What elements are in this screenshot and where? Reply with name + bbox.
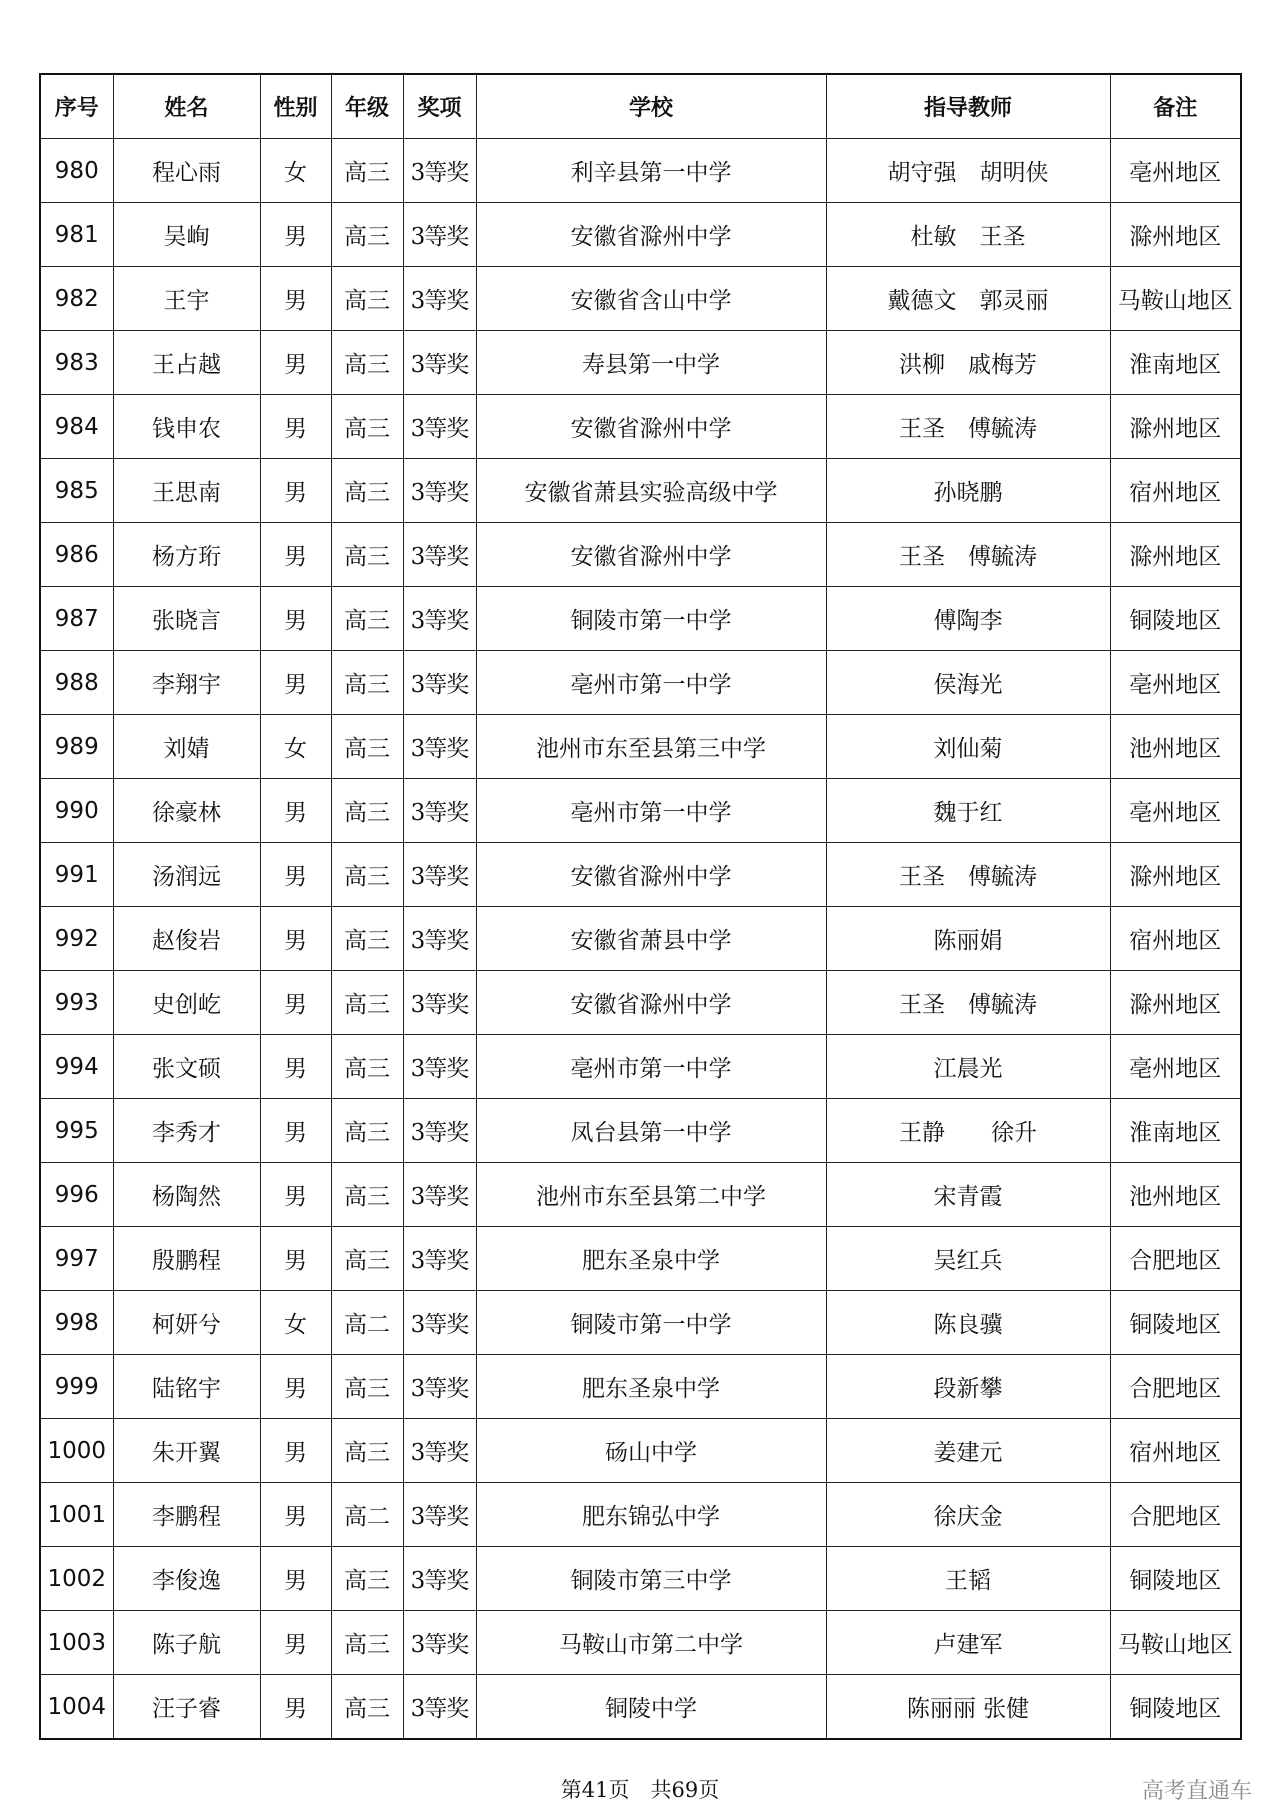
cell-advisor: 陈丽丽 张健 xyxy=(826,1675,1110,1740)
cell-gender: 男 xyxy=(260,1099,331,1163)
cell-school: 肥东锦弘中学 xyxy=(476,1483,826,1547)
cell-remark: 滁州地区 xyxy=(1110,395,1241,459)
cell-advisor: 陈丽娟 xyxy=(826,907,1110,971)
cell-school: 安徽省含山中学 xyxy=(476,267,826,331)
table-row xyxy=(40,843,1241,907)
cell-gender: 男 xyxy=(260,331,331,395)
cell-advisor: 段新攀 xyxy=(826,1355,1110,1419)
cell-name: 杨方珩 xyxy=(113,523,260,587)
cell-remark: 滁州地区 xyxy=(1110,203,1241,267)
cell-remark: 池州地区 xyxy=(1110,1163,1241,1227)
cell-gender: 男 xyxy=(260,1611,331,1675)
cell-advisor: 杜敏 王圣 xyxy=(826,203,1110,267)
table-row xyxy=(40,1163,1241,1227)
table-row xyxy=(40,1227,1241,1291)
cell-school: 肥东圣泉中学 xyxy=(476,1227,826,1291)
cell-award: 3等奖 xyxy=(403,395,476,459)
cell-remark: 铜陵地区 xyxy=(1110,1291,1241,1355)
cell-award: 3等奖 xyxy=(403,203,476,267)
cell-name: 陆铭宇 xyxy=(113,1355,260,1419)
table-row xyxy=(40,1035,1241,1099)
cell-remark: 淮南地区 xyxy=(1110,331,1241,395)
cell-school: 亳州市第一中学 xyxy=(476,651,826,715)
watermark: 高考直通车 xyxy=(1141,1779,1252,1804)
cell-serial-no: 992 xyxy=(40,907,113,971)
table-row xyxy=(40,1483,1241,1547)
cell-remark: 合肥地区 xyxy=(1110,1227,1241,1291)
cell-name: 史创屹 xyxy=(113,971,260,1035)
cell-award: 3等奖 xyxy=(403,1163,476,1227)
table-row xyxy=(40,1099,1241,1163)
cell-remark: 马鞍山地区 xyxy=(1110,1611,1241,1675)
cell-advisor: 江晨光 xyxy=(826,1035,1110,1099)
table-row xyxy=(40,907,1241,971)
cell-remark: 滁州地区 xyxy=(1110,523,1241,587)
cell-name: 王占越 xyxy=(113,331,260,395)
cell-remark: 亳州地区 xyxy=(1110,651,1241,715)
cell-grade: 高三 xyxy=(331,587,403,651)
cell-name: 程心雨 xyxy=(113,139,260,203)
cell-grade: 高三 xyxy=(331,331,403,395)
cell-award: 3等奖 xyxy=(403,843,476,907)
cell-remark: 淮南地区 xyxy=(1110,1099,1241,1163)
cell-serial-no: 989 xyxy=(40,715,113,779)
cell-serial-no: 980 xyxy=(40,139,113,203)
table-row xyxy=(40,1547,1241,1611)
cell-school: 安徽省萧县实验高级中学 xyxy=(476,459,826,523)
cell-serial-no: 990 xyxy=(40,779,113,843)
table-body xyxy=(40,139,1241,1740)
cell-gender: 男 xyxy=(260,1483,331,1547)
cell-school: 利辛县第一中学 xyxy=(476,139,826,203)
cell-school: 铜陵市第一中学 xyxy=(476,587,826,651)
cell-advisor: 王圣 傅毓涛 xyxy=(826,523,1110,587)
cell-name: 汤润远 xyxy=(113,843,260,907)
cell-name: 刘婧 xyxy=(113,715,260,779)
cell-name: 李秀才 xyxy=(113,1099,260,1163)
table-row xyxy=(40,1611,1241,1675)
cell-gender: 男 xyxy=(260,651,331,715)
cell-name: 钱申农 xyxy=(113,395,260,459)
cell-gender: 男 xyxy=(260,971,331,1035)
cell-gender: 男 xyxy=(260,1547,331,1611)
cell-advisor: 宋青霞 xyxy=(826,1163,1110,1227)
column-header-gender: 性别 xyxy=(260,74,331,139)
table-row xyxy=(40,523,1241,587)
cell-serial-no: 993 xyxy=(40,971,113,1035)
cell-award: 3等奖 xyxy=(403,267,476,331)
cell-award: 3等奖 xyxy=(403,1035,476,1099)
cell-grade: 高三 xyxy=(331,1611,403,1675)
cell-advisor: 洪柳 戚梅芳 xyxy=(826,331,1110,395)
column-header-school: 学校 xyxy=(476,74,826,139)
cell-school: 安徽省滁州中学 xyxy=(476,843,826,907)
award-table xyxy=(39,73,1242,1740)
cell-remark: 滁州地区 xyxy=(1110,843,1241,907)
cell-advisor: 孙晓鹏 xyxy=(826,459,1110,523)
cell-school: 安徽省萧县中学 xyxy=(476,907,826,971)
cell-award: 3等奖 xyxy=(403,1227,476,1291)
cell-name: 王宇 xyxy=(113,267,260,331)
column-header-name: 姓名 xyxy=(113,74,260,139)
table-row xyxy=(40,267,1241,331)
cell-remark: 宿州地区 xyxy=(1110,1419,1241,1483)
cell-award: 3等奖 xyxy=(403,1099,476,1163)
cell-gender: 男 xyxy=(260,523,331,587)
cell-serial-no: 1004 xyxy=(40,1675,113,1740)
cell-gender: 女 xyxy=(260,715,331,779)
cell-grade: 高三 xyxy=(331,459,403,523)
cell-school: 安徽省滁州中学 xyxy=(476,395,826,459)
cell-name: 王思南 xyxy=(113,459,260,523)
cell-school: 池州市东至县第三中学 xyxy=(476,715,826,779)
cell-advisor: 王圣 傅毓涛 xyxy=(826,971,1110,1035)
table-row xyxy=(40,1291,1241,1355)
cell-serial-no: 1003 xyxy=(40,1611,113,1675)
cell-advisor: 傅陶李 xyxy=(826,587,1110,651)
cell-school: 砀山中学 xyxy=(476,1419,826,1483)
cell-serial-no: 994 xyxy=(40,1035,113,1099)
cell-grade: 高三 xyxy=(331,1419,403,1483)
cell-name: 朱开翼 xyxy=(113,1419,260,1483)
cell-serial-no: 984 xyxy=(40,395,113,459)
cell-serial-no: 988 xyxy=(40,651,113,715)
cell-name: 陈子航 xyxy=(113,1611,260,1675)
cell-award: 3等奖 xyxy=(403,1419,476,1483)
cell-award: 3等奖 xyxy=(403,1355,476,1419)
cell-serial-no: 986 xyxy=(40,523,113,587)
cell-school: 安徽省滁州中学 xyxy=(476,203,826,267)
table-row xyxy=(40,459,1241,523)
cell-remark: 池州地区 xyxy=(1110,715,1241,779)
cell-grade: 高三 xyxy=(331,651,403,715)
cell-name: 殷鹏程 xyxy=(113,1227,260,1291)
cell-remark: 合肥地区 xyxy=(1110,1355,1241,1419)
cell-school: 安徽省滁州中学 xyxy=(476,971,826,1035)
cell-grade: 高三 xyxy=(331,715,403,779)
cell-award: 3等奖 xyxy=(403,715,476,779)
table-header-row xyxy=(40,74,1241,139)
cell-remark: 铜陵地区 xyxy=(1110,587,1241,651)
cell-gender: 男 xyxy=(260,1035,331,1099)
cell-award: 3等奖 xyxy=(403,651,476,715)
table-row xyxy=(40,971,1241,1035)
cell-gender: 男 xyxy=(260,1163,331,1227)
cell-grade: 高三 xyxy=(331,971,403,1035)
table-row xyxy=(40,779,1241,843)
cell-name: 李翔宇 xyxy=(113,651,260,715)
cell-advisor: 王圣 傅毓涛 xyxy=(826,395,1110,459)
cell-remark: 马鞍山地区 xyxy=(1110,267,1241,331)
cell-remark: 滁州地区 xyxy=(1110,971,1241,1035)
cell-award: 3等奖 xyxy=(403,1483,476,1547)
table-row xyxy=(40,203,1241,267)
cell-serial-no: 1001 xyxy=(40,1483,113,1547)
cell-grade: 高三 xyxy=(331,1035,403,1099)
table-row xyxy=(40,715,1241,779)
cell-name: 李俊逸 xyxy=(113,1547,260,1611)
cell-school: 凤台县第一中学 xyxy=(476,1099,826,1163)
cell-school: 铜陵中学 xyxy=(476,1675,826,1740)
cell-serial-no: 983 xyxy=(40,331,113,395)
cell-school: 铜陵市第一中学 xyxy=(476,1291,826,1355)
page-number: 第41页 共69页 xyxy=(560,1778,720,1802)
cell-advisor: 戴德文 郭灵丽 xyxy=(826,267,1110,331)
cell-award: 3等奖 xyxy=(403,1291,476,1355)
cell-gender: 男 xyxy=(260,843,331,907)
cell-award: 3等奖 xyxy=(403,587,476,651)
cell-name: 徐豪林 xyxy=(113,779,260,843)
cell-grade: 高三 xyxy=(331,843,403,907)
cell-name: 汪子睿 xyxy=(113,1675,260,1740)
cell-gender: 男 xyxy=(260,587,331,651)
cell-advisor: 侯海光 xyxy=(826,651,1110,715)
cell-grade: 高三 xyxy=(331,1355,403,1419)
cell-award: 3等奖 xyxy=(403,779,476,843)
cell-gender: 男 xyxy=(260,1227,331,1291)
cell-gender: 男 xyxy=(260,907,331,971)
table-row xyxy=(40,331,1241,395)
cell-school: 肥东圣泉中学 xyxy=(476,1355,826,1419)
column-header-grade: 年级 xyxy=(331,74,403,139)
cell-grade: 高二 xyxy=(331,1291,403,1355)
cell-advisor: 陈良骥 xyxy=(826,1291,1110,1355)
cell-advisor: 胡守强 胡明侠 xyxy=(826,139,1110,203)
cell-grade: 高三 xyxy=(331,1163,403,1227)
cell-remark: 亳州地区 xyxy=(1110,1035,1241,1099)
cell-remark: 宿州地区 xyxy=(1110,907,1241,971)
cell-name: 柯妍兮 xyxy=(113,1291,260,1355)
cell-advisor: 姜建元 xyxy=(826,1419,1110,1483)
cell-advisor: 卢建军 xyxy=(826,1611,1110,1675)
cell-grade: 高三 xyxy=(331,779,403,843)
cell-grade: 高三 xyxy=(331,1099,403,1163)
cell-advisor: 吴红兵 xyxy=(826,1227,1110,1291)
cell-remark: 亳州地区 xyxy=(1110,139,1241,203)
cell-remark: 铜陵地区 xyxy=(1110,1675,1241,1740)
cell-award: 3等奖 xyxy=(403,139,476,203)
cell-serial-no: 1000 xyxy=(40,1419,113,1483)
cell-award: 3等奖 xyxy=(403,459,476,523)
cell-gender: 男 xyxy=(260,459,331,523)
cell-name: 赵俊岩 xyxy=(113,907,260,971)
cell-grade: 高二 xyxy=(331,1483,403,1547)
cell-name: 张文硕 xyxy=(113,1035,260,1099)
cell-school: 池州市东至县第二中学 xyxy=(476,1163,826,1227)
table-row xyxy=(40,1675,1241,1740)
cell-serial-no: 985 xyxy=(40,459,113,523)
cell-remark: 宿州地区 xyxy=(1110,459,1241,523)
cell-school: 亳州市第一中学 xyxy=(476,1035,826,1099)
cell-award: 3等奖 xyxy=(403,971,476,1035)
cell-advisor: 王圣 傅毓涛 xyxy=(826,843,1110,907)
cell-advisor: 刘仙菊 xyxy=(826,715,1110,779)
cell-school: 安徽省滁州中学 xyxy=(476,523,826,587)
cell-remark: 亳州地区 xyxy=(1110,779,1241,843)
cell-serial-no: 981 xyxy=(40,203,113,267)
column-header-award: 奖项 xyxy=(403,74,476,139)
cell-gender: 男 xyxy=(260,1419,331,1483)
cell-serial-no: 999 xyxy=(40,1355,113,1419)
cell-name: 李鹏程 xyxy=(113,1483,260,1547)
cell-grade: 高三 xyxy=(331,523,403,587)
cell-grade: 高三 xyxy=(331,1227,403,1291)
table-row xyxy=(40,1355,1241,1419)
cell-school: 马鞍山市第二中学 xyxy=(476,1611,826,1675)
table-row xyxy=(40,1419,1241,1483)
cell-grade: 高三 xyxy=(331,1675,403,1740)
cell-award: 3等奖 xyxy=(403,907,476,971)
cell-award: 3等奖 xyxy=(403,1547,476,1611)
table-row xyxy=(40,651,1241,715)
cell-gender: 男 xyxy=(260,395,331,459)
cell-serial-no: 987 xyxy=(40,587,113,651)
cell-serial-no: 982 xyxy=(40,267,113,331)
cell-name: 吴峋 xyxy=(113,203,260,267)
cell-serial-no: 996 xyxy=(40,1163,113,1227)
column-header-serial-no: 序号 xyxy=(40,74,113,139)
cell-serial-no: 1002 xyxy=(40,1547,113,1611)
column-header-remark: 备注 xyxy=(1110,74,1241,139)
cell-award: 3等奖 xyxy=(403,331,476,395)
cell-remark: 合肥地区 xyxy=(1110,1483,1241,1547)
cell-advisor: 魏于红 xyxy=(826,779,1110,843)
cell-award: 3等奖 xyxy=(403,1611,476,1675)
table-row xyxy=(40,139,1241,203)
cell-gender: 女 xyxy=(260,1291,331,1355)
cell-gender: 男 xyxy=(260,1355,331,1419)
column-header-advisor: 指导教师 xyxy=(826,74,1110,139)
cell-grade: 高三 xyxy=(331,139,403,203)
cell-advisor: 王韬 xyxy=(826,1547,1110,1611)
cell-school: 寿县第一中学 xyxy=(476,331,826,395)
table-row xyxy=(40,395,1241,459)
cell-gender: 男 xyxy=(260,203,331,267)
cell-serial-no: 998 xyxy=(40,1291,113,1355)
table-row xyxy=(40,587,1241,651)
cell-name: 杨陶然 xyxy=(113,1163,260,1227)
cell-award: 3等奖 xyxy=(403,1675,476,1740)
cell-grade: 高三 xyxy=(331,395,403,459)
cell-school: 铜陵市第三中学 xyxy=(476,1547,826,1611)
cell-serial-no: 997 xyxy=(40,1227,113,1291)
cell-gender: 男 xyxy=(260,1675,331,1740)
cell-school: 亳州市第一中学 xyxy=(476,779,826,843)
cell-name: 张晓言 xyxy=(113,587,260,651)
cell-remark: 铜陵地区 xyxy=(1110,1547,1241,1611)
cell-gender: 男 xyxy=(260,779,331,843)
cell-award: 3等奖 xyxy=(403,523,476,587)
cell-grade: 高三 xyxy=(331,1547,403,1611)
cell-grade: 高三 xyxy=(331,907,403,971)
cell-serial-no: 995 xyxy=(40,1099,113,1163)
cell-gender: 女 xyxy=(260,139,331,203)
cell-serial-no: 991 xyxy=(40,843,113,907)
cell-grade: 高三 xyxy=(331,267,403,331)
cell-gender: 男 xyxy=(260,267,331,331)
cell-advisor: 王静 徐升 xyxy=(826,1099,1110,1163)
cell-advisor: 徐庆金 xyxy=(826,1483,1110,1547)
cell-grade: 高三 xyxy=(331,203,403,267)
